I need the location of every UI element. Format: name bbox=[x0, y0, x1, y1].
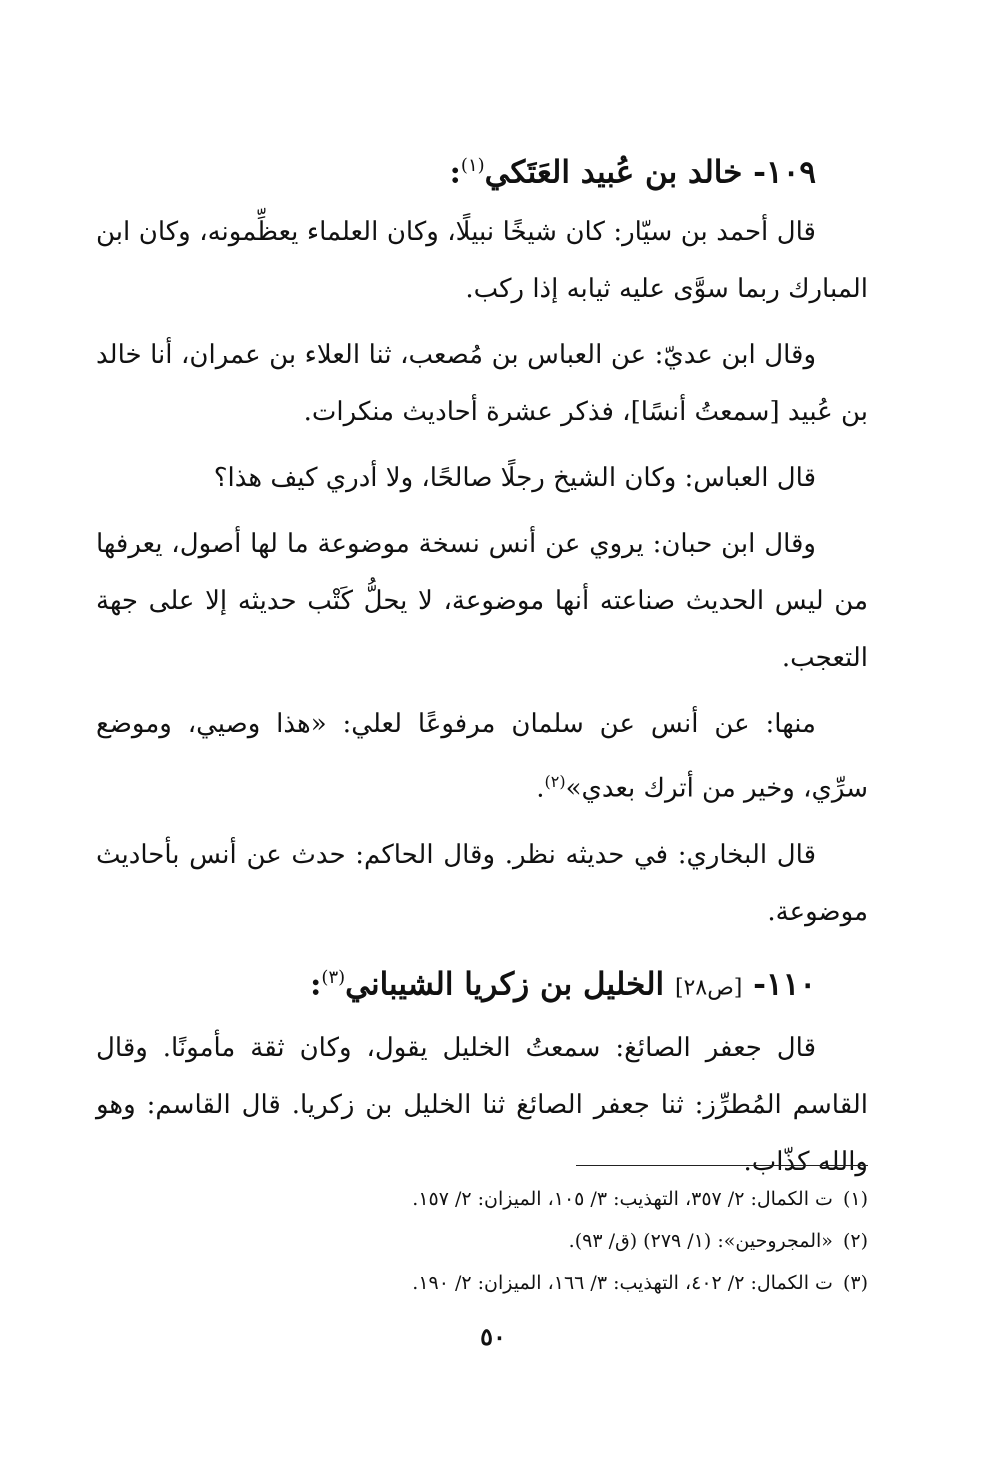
paragraph: قال جعفر الصائغ: سمعتُ الخليل يقول، وكان ثقة مأمونًا. وقال القاسم المُطرِّز: ثنا جعفر الصائغ ثنا الخليل بن زكريا. قال القاسم: وهو والله كذّاب. bbox=[96, 1033, 868, 1178]
footnote-marker[interactable]: (٢) bbox=[544, 772, 566, 792]
footnote-item bbox=[168, 1178, 868, 1220]
page-body bbox=[96, 138, 868, 1200]
entry-heading-109 bbox=[96, 138, 868, 200]
footnote-marker[interactable]: (٣) bbox=[321, 966, 346, 988]
footnote-number: (٣) bbox=[842, 1272, 868, 1294]
entry-number: ١١٠- bbox=[753, 966, 816, 1003]
paragraph-end: . bbox=[536, 773, 545, 804]
entry-heading-110 bbox=[96, 950, 868, 1016]
entry-number: ١٠٩- bbox=[753, 154, 816, 191]
paragraph: وقال ابن حبان: يروي عن أنس نسخة موضوعة ما لها أصول، يعرفها من ليس الحديث صناعته أنها موضوعة، لا يحلُّ كَتْب حديثه إلا على جهة التعجب. bbox=[96, 529, 868, 674]
paragraph-text: منها: عن أنس عن سلمان مرفوعًا لعلي: «هذا وصيي، وموضع سرِّي، وخير من أترك بعدي» bbox=[96, 709, 868, 804]
footnote-marker[interactable]: (١) bbox=[460, 155, 485, 176]
page-reference: [ص٢٨] bbox=[674, 975, 743, 1001]
entry-name: الخليل بن زكريا الشيباني bbox=[345, 966, 665, 1003]
page-number: ٥٠ bbox=[480, 1322, 506, 1351]
paragraph: قال العباس: وكان الشيخ رجلًا صالحًا، ولا أدري كيف هذا؟ bbox=[213, 463, 816, 494]
footnote-text: ت الكمال: ٢/ ٣٥٧، التهذيب: ٣/ ١٠٥، الميزان: ٢/ ١٥٧. bbox=[412, 1188, 833, 1210]
paragraph-with-footnote bbox=[96, 696, 868, 818]
entry-suffix: : bbox=[449, 154, 461, 191]
paragraph: وقال ابن عديّ: عن العباس بن مُصعب، ثنا العلاء بن عمران، أنا خالد بن عُبيد [سمعتُ أنسًا]، فذكر عشرة أحاديث منكرات. bbox=[96, 340, 868, 428]
paragraph: قال البخاري: في حديثه نظر. وقال الحاكم: حدث عن أنس بأحاديث موضوعة. bbox=[96, 839, 868, 927]
footnote-divider bbox=[576, 1165, 868, 1166]
footnote-text: ت الكمال: ٢/ ٤٠٢، التهذيب: ٣/ ١٦٦، الميزان: ٢/ ١٩٠. bbox=[412, 1272, 833, 1294]
entry-suffix: : bbox=[309, 966, 322, 1003]
footnote-item bbox=[168, 1262, 868, 1304]
footnote-number: (١) bbox=[842, 1188, 868, 1210]
footnote-number: (٢) bbox=[842, 1230, 868, 1252]
footnotes bbox=[168, 1178, 868, 1304]
footnote-item bbox=[168, 1220, 868, 1262]
paragraph: قال أحمد بن سيّار: كان شيخًا نبيلًا، وكان العلماء يعظِّمونه، وكان ابن المبارك ربما سوَّى عليه ثيابه إذا ركب. bbox=[96, 217, 868, 305]
footnote-text: «المجروحين»: (١/ ٢٧٩) (ق/ ٩٣). bbox=[568, 1230, 833, 1252]
entry-name: خالد بن عُبيد العَتَكي bbox=[484, 154, 743, 191]
